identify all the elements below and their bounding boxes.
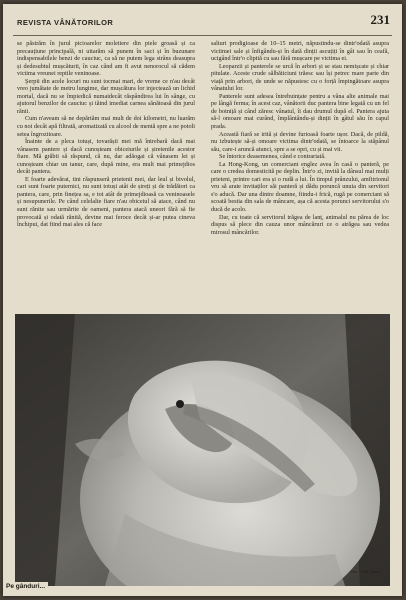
page-number: 231 (370, 12, 390, 27)
photo-caption: Pe gânduri... (3, 582, 48, 591)
magazine-page (3, 4, 402, 596)
paragraph: Șerpii din acele locuri nu sunt tocmai mari, de vreme ce n'au decât vreo jumătate de metru lungime, dar mușcătura lor injectează un lichid mortal, dacă nu se împiedică numaidecât răspândirea lui în sânge, cu ajutorul benzilor de cauciuc și tăind imediat carnea sănătoasă din jurul rănii. (17, 77, 195, 115)
running-head: REVISTA VÂNĂTORILOR (17, 18, 114, 27)
paragraph: Leoparzii și panterele se urcă în arbori și se stau nemișcate și chiar pitulate. Aceste crude sălbăticiuni trăesc sau își petrec mare parte din viață prin arbori, de unde se năpustesc cu o forță împingătoare asupra vânatului lor. (211, 62, 389, 93)
paragraph: Înainte de a pleca totuși, tovarășii mei mă întrebară dacă mai vânasem pantere și dacă cunoșteam obiceiurile și șiretenile acestor fiare. Mă grăbii să răspund, că nu, dar adăogai că vânasem lei și cunoșteam chiar un tanur, care, după mine, era mult mai primejdios decât pantera. (17, 138, 195, 176)
pelican-photo (15, 314, 390, 586)
paragraph: salturi prodigioase de 10–15 metri, năpustindu-se dintr'odată asupra victimei sale și înfigându-și în dată dinții ascuțiți în gât sau în ceafă, ucigând într'o clipită cu sau fără mușcare pe victima ei. (211, 40, 389, 63)
photo-credit: Foto · Foto · Ziarul (350, 570, 380, 574)
paragraph: E foarte adevărat, tini răspunseră prietenii mei, dar leul și bivolul, cari sunt foarte puternici, nu sunt totuși atât de șireți și de trădători ca pantera, care, prin finețea sa, e tot atât de primejdioasă ca veninoasele și nesupunerile. Pe când celelalte fiare n'au obiceiul să atace, când nu sunt rănite sau urmărite de oameni, pantera atacă uneori fără să fie provocată și odată rănită, devine mai feroce decât și-ar putea cineva închipui, dat fiind mai ales că face (17, 175, 195, 229)
paragraph: Se întorice deasemenea, când e contrariată. (219, 153, 326, 161)
header-rule (13, 35, 392, 36)
paragraph: Panterele sunt adesea întrebuințate pentru a vâna alte animale mai pe lângă ferma; în acest caz, vânătorii duc pantera bine legată cu un fel de botniță și când zăresc vânatul, îi dau drumul după el. Pantera ajuta să-l omoare mai curând, împlântându-și dinții în gâtul său în capul prada. (211, 92, 389, 131)
left-text-column (17, 40, 195, 229)
pelican-illustration (15, 314, 390, 586)
paragraph: Această fiară se irită și devine furioasă foarte ușor. Dacă, de pildă, nu izbutește să-și omoare victima dintr'odată, se întoarce la stăpânul său, care-i aruncă atunci, spre a se opri, cu și mai vii. (211, 130, 389, 153)
paragraph: Cum n'aveam să ne depărtăm mai mult de doi kilometri, nu luarăm cu noi decât apă filtrată, aromatizată cu alcool de mentă spre a ne potoli setea îngrozitoare. (17, 115, 195, 138)
paragraph: La Hong-Kong, un comerciant englez avea în casă o panteră, pe care o credea domesticită pe deplin. Într'o zi, invită la dânsul mai mulți prieteni, printre cari era și o rudă a lui. În timpul prânzului, amfitrionul vru să arate invitaților săi panteră și dădu poruncă unuia din servitori s'o aducă. Dar una dintre doamne, fiindu-i frică, rugă pe comerciant să scoată bestia din sala de mâncare, așa că acesta porunci servitorului s'o ducă de acolo. (211, 160, 389, 214)
page-header (13, 12, 392, 34)
right-text-column (211, 40, 389, 236)
paragraph: Dar, cu toate că servitorul trăgea de lanț, animalul nu părea de loc dispus să plece din cauza unor mâncăruri ce o atrăgea sau vedea mirosul mâncărilor. (211, 213, 389, 236)
paragraph: se păstrăm în jurul picioarelor moletiere din piele groasă și ca precauțiune principală, ni uitarăm să punem în saci și în buzunare indispensabilele benzi de cauciuc, ca să ne putem lega strâns deasupra și dedesubtul mușcăturii, în caz când am fi avut nenorocul să cădem victima vreunei reptile veninoase. (17, 40, 195, 78)
